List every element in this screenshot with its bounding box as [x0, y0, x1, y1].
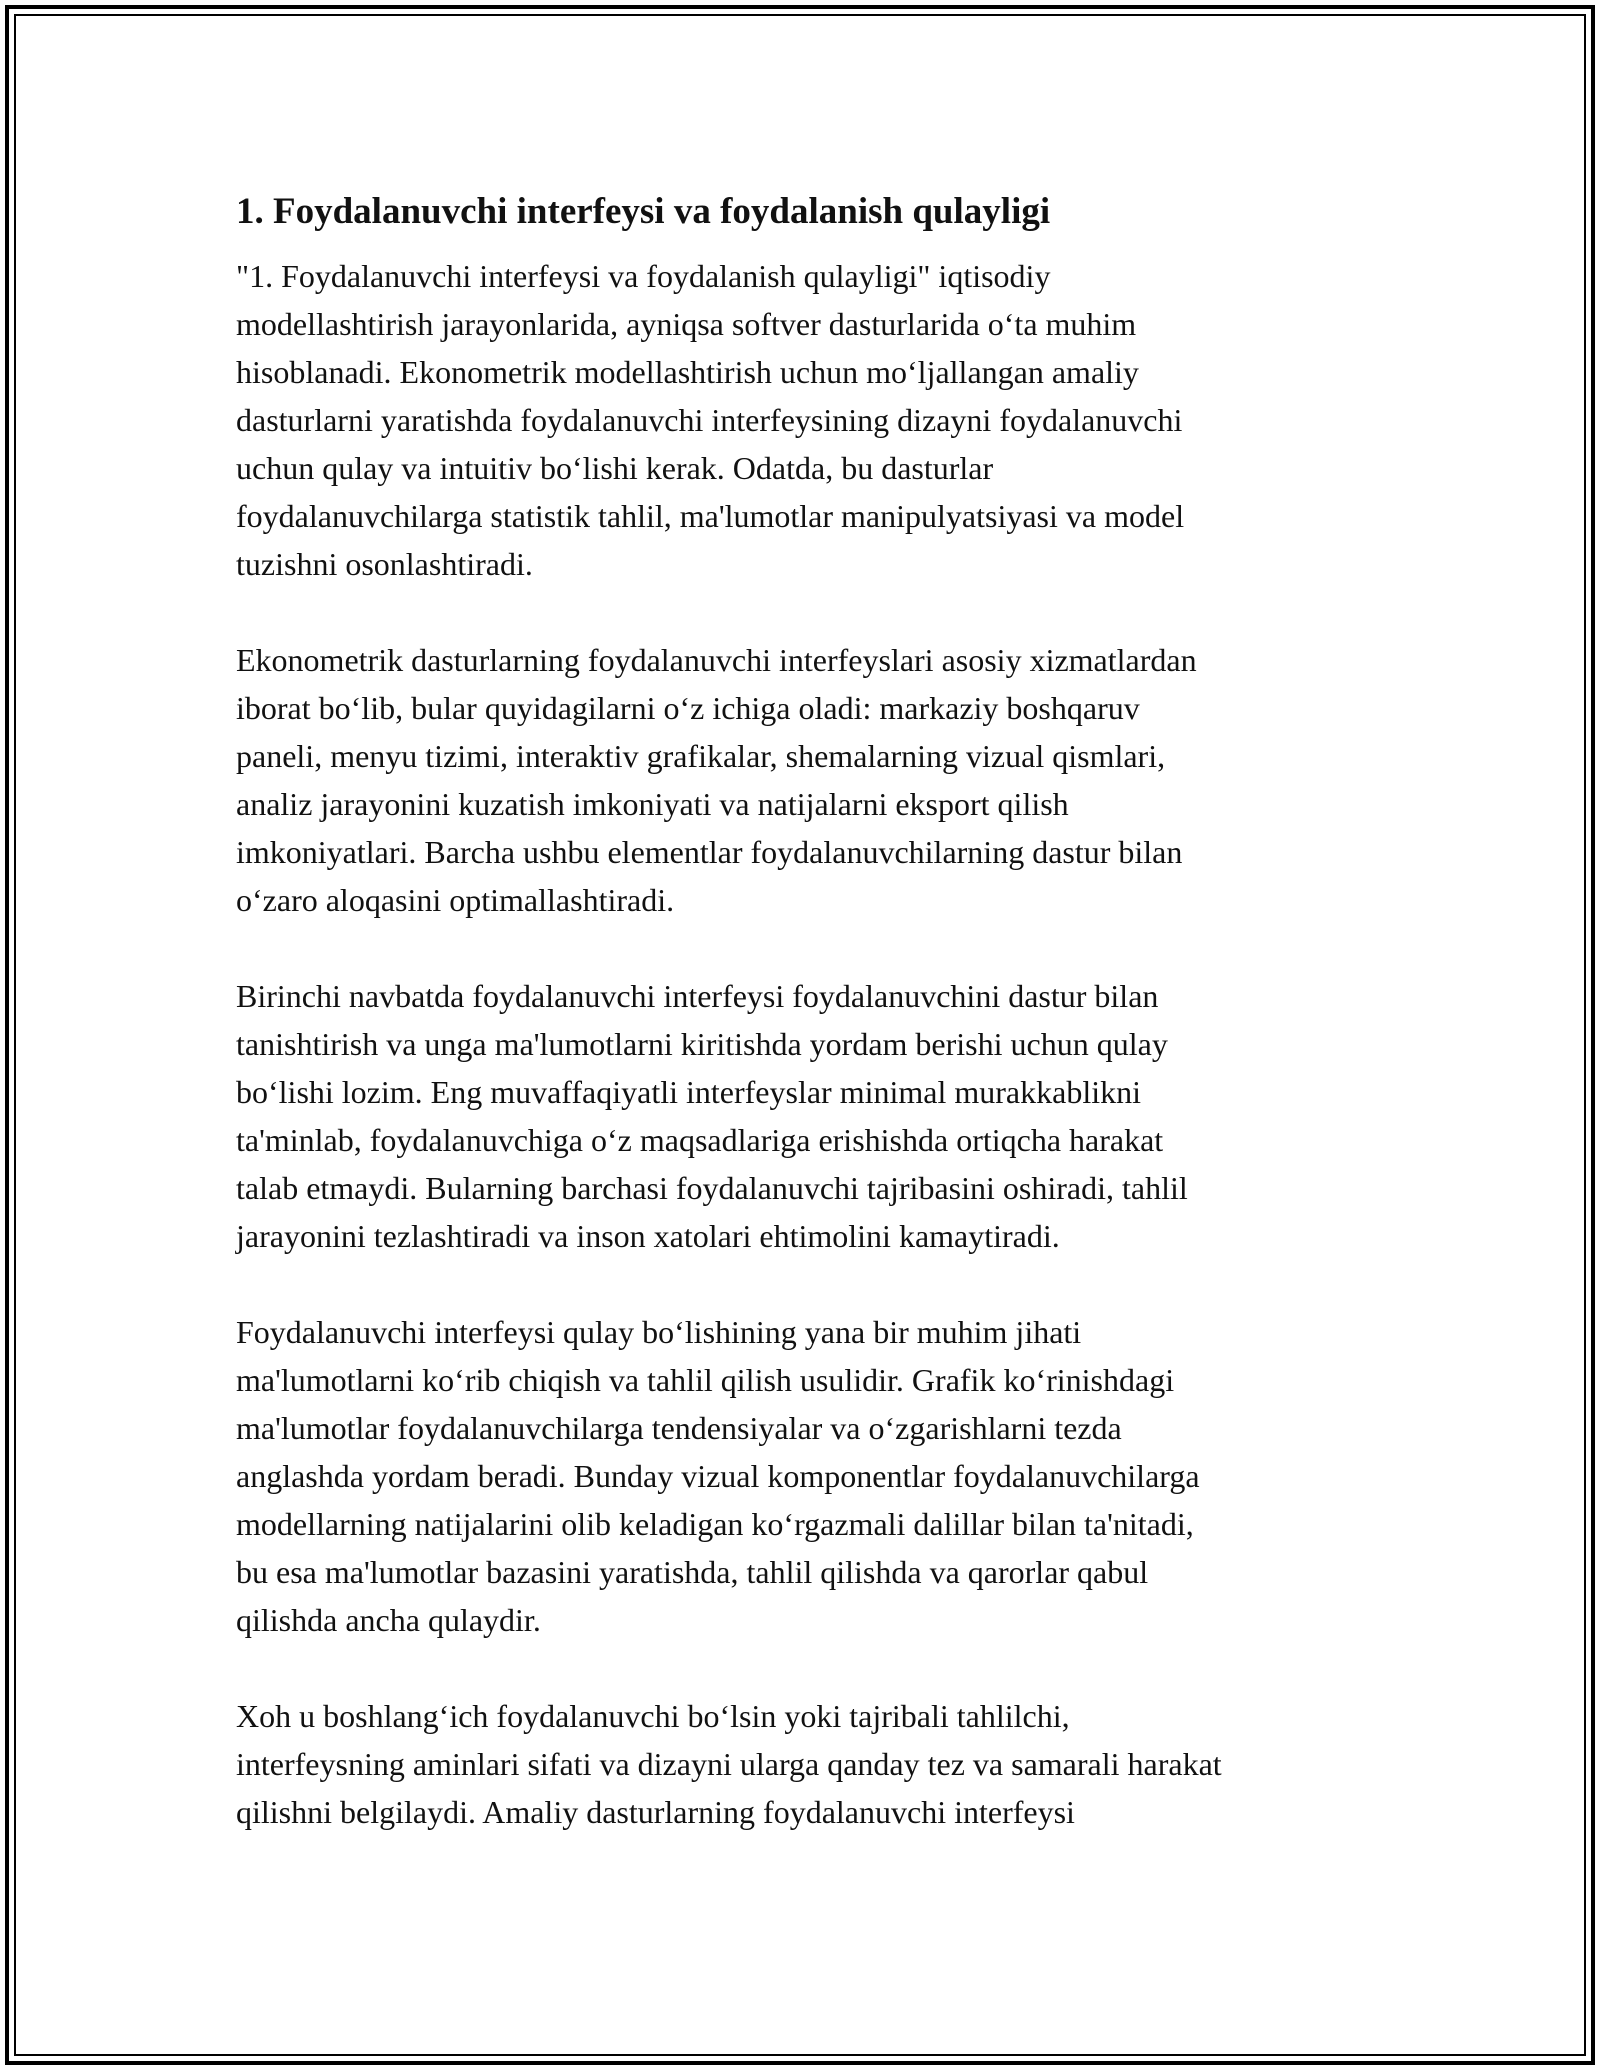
paragraph-3: Birinchi navbatda foydalanuvchi interfeysi foydalanuvchini dastur bilan tanishtirish va unga ma'lumotlarni kiritishda yordam berishi uchun qulay bo‘lishi lozim. Eng muvaffaqiyatli interfeyslar minimal murakkablikni ta'minlab, foydalanuvchiga o‘z maqsadlariga erishishda ortiqcha harakat talab etmaydi. Bularning barchasi foydalanuvchi tajribasini oshiradi, tahlil jarayonini tezlashtiradi va inson xatolari ehtimolini kamaytiradi. [236, 978, 1188, 1254]
paragraph-1: "1. Foydalanuvchi interfeysi va foydalanish qulayligi" iqtisodiy modellashtirish jarayonlarida, ayniqsa softver dasturlarida o‘ta muhim hisoblanadi. Ekonometrik modellashtirish uchun mo‘ljallangan amaliy dasturlarni yaratishda foydalanuvchi interfeysining dizayni foydalanuvchi uchun qulay va intuitiv bo‘lishi kerak. Odatda, bu dasturlar foydalanuvchilarga statistik tahlil, ma'lumotlar manipulyatsiyasi va model tuzishni osonlashtiradi. [236, 258, 1185, 582]
section-heading: 1. Foydalanuvchi interfeysi va foydalanish qulayligi [236, 191, 1051, 232]
document-body [236, 186, 1386, 1884]
paragraph-2: Ekonometrik dasturlarning foydalanuvchi interfeyslari asosiy xizmatlardan iborat bo‘lib, bular quyidagilarni o‘z ichiga oladi: markaziy boshqaruv paneli, menyu tizimi, interaktiv grafikalar, shemalarning vizual qismlari, analiz jarayonini kuzatish imkoniyati va natijalarni eksport qilish imkoniyatlari. Barcha ushbu elementlar foydalanuvchilarning dastur bilan o‘zaro aloqasini optimallashtiradi. [236, 642, 1197, 918]
paragraph-5: Xoh u boshlang‘ich foydalanuvchi bo‘lsin yoki tajribali tahlilchi, interfeysning aminlari sifati va dizayni ularga qanday tez va samarali harakat qilishni belgilaydi. Amaliy dasturlarning foydalanuvchi interfeysi [236, 1698, 1222, 1830]
paragraph-4: Foydalanuvchi interfeysi qulay bo‘lishining yana bir muhim jihati ma'lumotlarni ko‘rib chiqish va tahlil qilish usulidir. Grafik ko‘rinishdagi ma'lumotlar foydalanuvchilarga tendensiyalar va o‘zgarishlarni tezda anglashda yordam beradi. Bunday vizual komponentlar foydalanuvchilarga modellarning natijalarini olib keladigan ko‘rgazmali dalillar bilan ta'nitadi, bu esa ma'lumotlar bazasini yaratishda, tahlil qilishda va qarorlar qabul qilishda ancha qulaydir. [236, 1314, 1200, 1638]
